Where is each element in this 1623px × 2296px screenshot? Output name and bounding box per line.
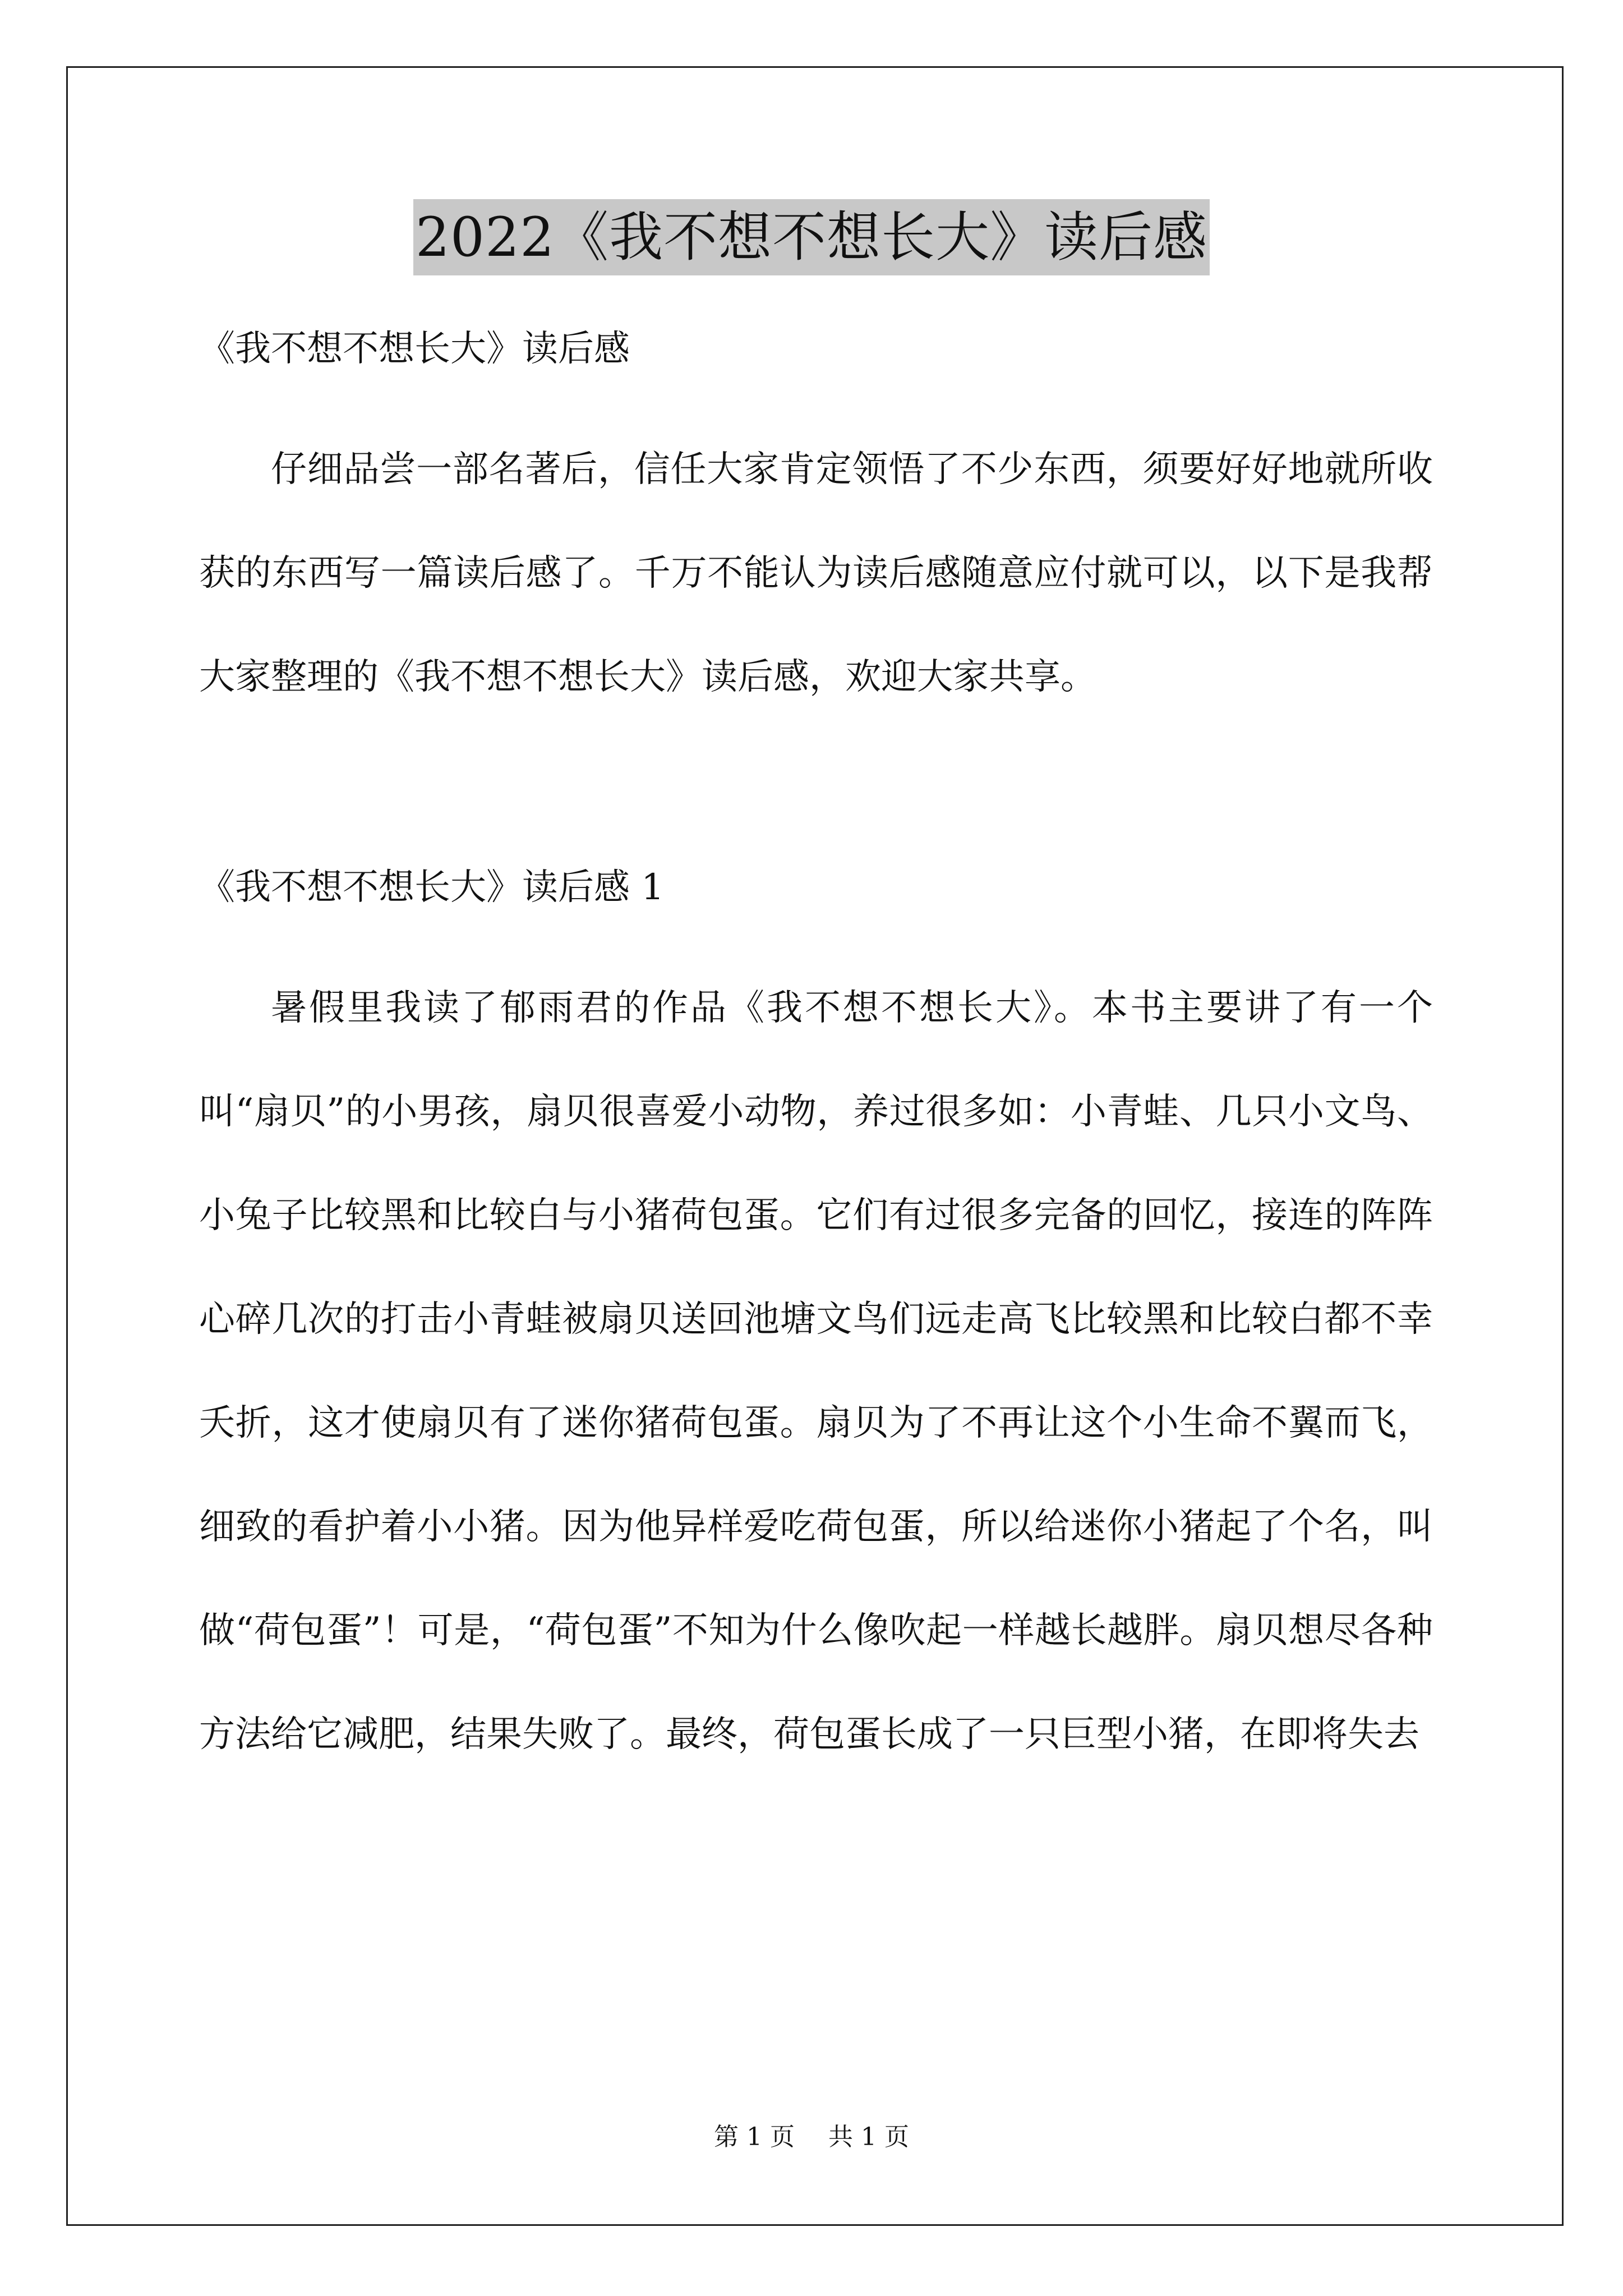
title-container (0, 199, 1623, 275)
spacer (199, 923, 1433, 956)
page-total: 共 1 页 (828, 2123, 909, 2151)
spacer (199, 729, 1433, 853)
document-title: 2022《我不想不想长大》读后感 (413, 199, 1210, 275)
document-subtitle: 《我不想不想长大》读后感 (199, 328, 630, 370)
section-heading: 《我不想不想长大》读后感 1 (199, 867, 665, 908)
page-footer (0, 2120, 1623, 2154)
page-number: 第 1 页 (714, 2123, 795, 2151)
document-body (199, 314, 1433, 1787)
body-paragraph: 暑假里我读了郁雨君的作品《我不想不想长大》。本书主要讲了有一个叫“扇贝”的小男孩，扇贝很喜爱小动物，养过很多如：小青蛙、几只小文鸟、小兔子比较黑和比较白与小猪荷包蛋。它们有过很多完备的回忆，接连的阵阵心碎几次的打击小青蛙被扇贝送回池塘文鸟们远走高飞比较黑和比较白都不幸夭折，这才使扇贝有了迷你猪荷包蛋。扇贝为了不再让这个小生命不翼而飞，细致的看护着小小猪。因为他异样爱吃荷包蛋，所以给迷你小猪起了个名，叫做“荷包蛋”！可是，“荷包蛋”不知为什么像吹起一样越长越胖。扇贝想尽各种方法给它减肥，结果失败了。最终，荷包蛋长成了一只巨型小猪，在即将失去 (199, 987, 1433, 1755)
intro-paragraph: 仔细品尝一部名著后，信任大家肯定领悟了不少东西，须要好好地就所收获的东西写一篇读后感了。千万不能认为读后感随意应付就可以，以下是我帮大家整理的《我不想不想长大》读后感，欢迎大家共享。 (199, 449, 1433, 698)
spacer (199, 384, 1433, 418)
